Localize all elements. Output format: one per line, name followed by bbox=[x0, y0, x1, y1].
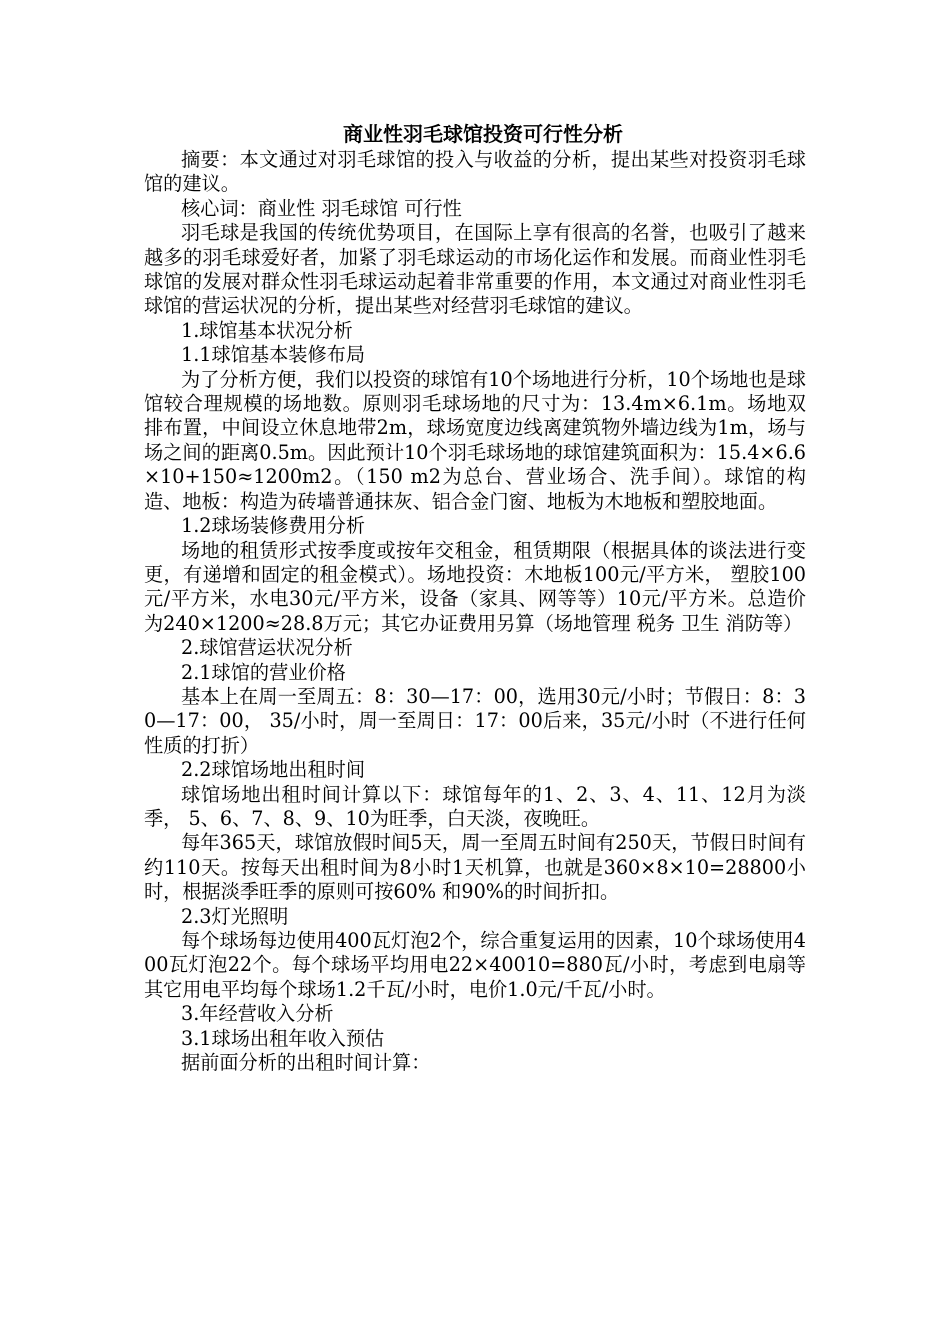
body-paragraph: 场地的租赁形式按季度或按年交租金，租赁期限（根据具体的谈法进行变更，有递增和固定的租金模式）。场地投资：木地板100元/平方米， 塑胶100元/平方米，水电30元/平方米，设备（家具、网等等）10元/平方米。总造价为240×1200≈28.8万元；其它办证费用另算（场地管理 税务 卫生 消防等） bbox=[144, 538, 806, 635]
section-heading-3: 3.年经营收入分析 bbox=[181, 1002, 334, 1026]
subsection-heading-1-2: 1.2球场装修费用分析 bbox=[181, 514, 366, 538]
document-body bbox=[144, 121, 806, 1075]
body-paragraph: 每个球场每边使用400瓦灯泡2个，综合重复运用的因素，10个球场使用400瓦灯泡22个。每个球场平均用电22×40010=880瓦/小时，考虑到电扇等其它用电平均每个球场1.2千瓦/小时，电价1.0元/千瓦/小时。 bbox=[144, 929, 806, 1001]
section-heading-1: 1.球馆基本状况分析 bbox=[181, 318, 353, 342]
intro-paragraph: 羽毛球是我国的传统优势项目，在国际上享有很高的名誉，也吸引了越来越多的羽毛球爱好者，加紧了羽毛球运动的市场化运作和发展。而商业性羽毛球馆的发展对群众性羽毛球运动起着非常重要的作用，本文通过对商业性羽毛球馆的营运状况的分析，提出某些对经营羽毛球馆的建议。 bbox=[144, 221, 806, 318]
abstract-paragraph: 摘要：本文通过对羽毛球馆的投入与收益的分析，提出某些对投资羽毛球馆的建议。 bbox=[144, 148, 806, 196]
subsection-heading-1-1: 1.1球馆基本装修布局 bbox=[181, 343, 366, 367]
subsection-heading-2-2: 2.2球馆场地出租时间 bbox=[181, 758, 366, 782]
body-paragraph: 为了分析方便，我们以投资的球馆有10个场地进行分析，10个场地也是球馆较合理规模的场地数。原则羽毛球场地的尺寸为：13.4m×6.1m。场地双排布置，中间设立休息地带2m，球场宽度边线离建筑物外墙边线为1m，场与场之间的距离0.5m。因此预计10个羽毛球场地的球馆建筑面积为：15.4×6.6×10+150≈1200m2。（150 m2为总台、营业场合、洗手间）。球馆的构造、地板：构造为砖墙普通抹灰、铝合金门窗、地板为木地板和塑胶地面。 bbox=[144, 367, 806, 513]
section-heading-2: 2.球馆营运状况分析 bbox=[181, 636, 353, 660]
body-paragraph: 基本上在周一至周五：8：30—17：00，选用30元/小时；节假日：8：30—17：00， 35/小时，周一至周日：17：00后来，35元/小时（不进行任何性质的打折） bbox=[144, 684, 806, 757]
subsection-heading-2-3: 2.3灯光照明 bbox=[181, 904, 289, 928]
subsection-heading-2-1: 2.1球馆的营业价格 bbox=[181, 660, 346, 684]
body-paragraph: 球馆场地出租时间计算以下：球馆每年的1、2、3、4、11、12月为淡季， 5、6、7、8、9、10为旺季，白天淡，夜晚旺。 bbox=[144, 782, 806, 830]
body-paragraph: 每年365天，球馆放假时间5天，周一至周五时间有250天，节假日时间有约110天。按每天出租时间为8小时1天机算，也就是360×8×10=28800小时，根据淡季旺季的原则可按60% 和90%的时间折扣。 bbox=[144, 831, 806, 904]
document-title: 商业性羽毛球馆投资可行性分析 bbox=[343, 122, 623, 146]
body-paragraph: 据前面分析的出租时间计算： bbox=[181, 1051, 431, 1075]
keywords-paragraph: 核心词：商业性 羽毛球馆 可行性 bbox=[181, 196, 462, 220]
subsection-heading-3-1: 3.1球场出租年收入预估 bbox=[181, 1026, 385, 1050]
